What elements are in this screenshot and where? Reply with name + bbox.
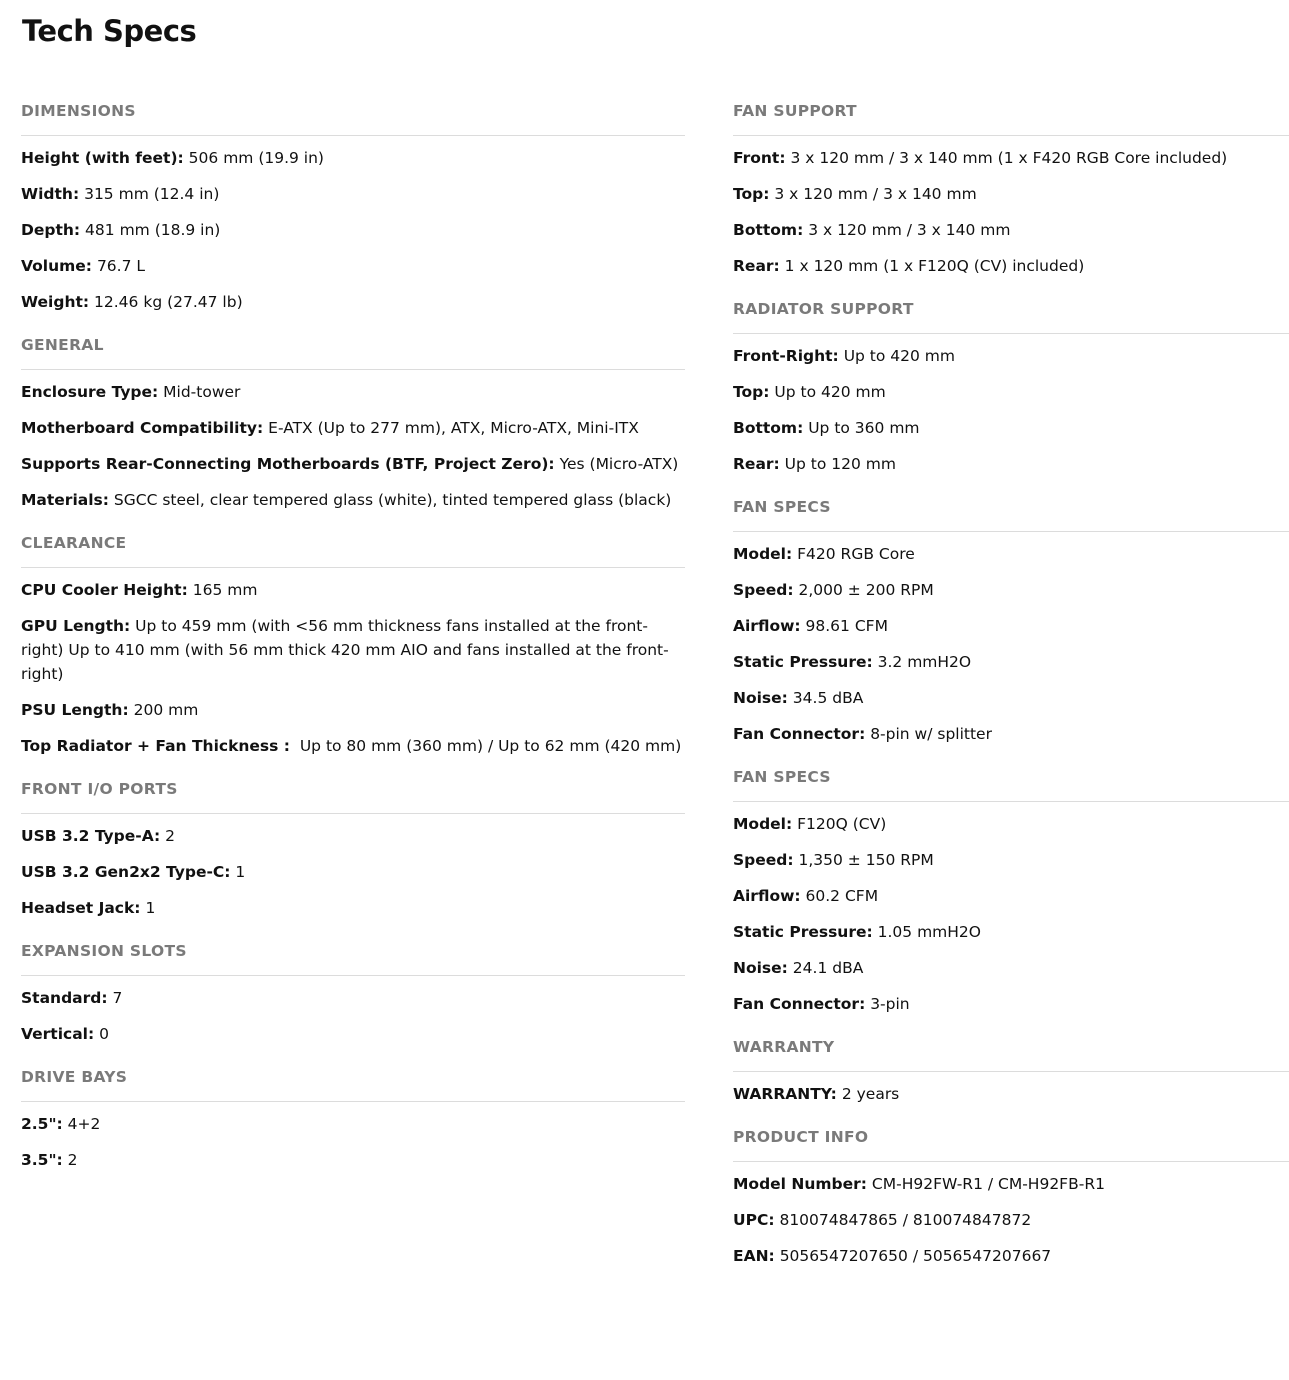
spec-label: Motherboard Compatibility:	[21, 419, 264, 437]
spec-row	[733, 146, 1289, 170]
section-heading: WARRANTY	[733, 1036, 1289, 1072]
spec-row	[21, 824, 685, 848]
spec-value: 2	[160, 827, 175, 845]
spec-label: Weight:	[21, 293, 90, 311]
spec-row	[21, 416, 685, 440]
spec-row	[733, 1172, 1289, 1196]
section-heading: PRODUCT INFO	[733, 1126, 1289, 1162]
spec-label: USB 3.2 Type-A:	[21, 827, 161, 845]
spec-value: 3 x 120 mm / 3 x 140 mm (1 x F420 RGB Core included)	[785, 149, 1228, 167]
spec-label: Model:	[733, 815, 793, 833]
spec-label: Top:	[733, 185, 770, 203]
spec-section-front-i-o-ports	[21, 778, 685, 920]
spec-row	[21, 734, 685, 758]
spec-value: 810074847865 / 810074847872	[774, 1211, 1032, 1229]
section-heading: FRONT I/O PORTS	[21, 778, 685, 814]
specs-column-right	[733, 100, 1289, 1288]
spec-value: Up to 459 mm (with <56 mm thickness fans installed at the front-right) Up to 410 mm (with 56 mm thick 420 mm AIO and fans installed at the front-right)	[21, 617, 669, 683]
spec-label: Bottom:	[733, 221, 804, 239]
spec-row	[21, 146, 685, 170]
spec-row	[733, 812, 1289, 836]
spec-row	[21, 860, 685, 884]
spec-row	[21, 182, 685, 206]
spec-row	[21, 290, 685, 314]
spec-row	[733, 1082, 1289, 1106]
spec-label: Depth:	[21, 221, 81, 239]
spec-label: Standard:	[21, 989, 108, 1007]
section-heading: RADIATOR SUPPORT	[733, 298, 1289, 334]
spec-row	[733, 1208, 1289, 1232]
spec-row	[733, 344, 1289, 368]
section-heading: DRIVE BAYS	[21, 1066, 685, 1102]
specs-column-left	[21, 100, 685, 1192]
spec-row	[21, 1148, 685, 1172]
spec-value: 1	[140, 899, 156, 917]
spec-row	[733, 182, 1289, 206]
spec-value: 3 x 120 mm / 3 x 140 mm	[803, 221, 1011, 239]
spec-row	[733, 686, 1289, 710]
spec-row	[21, 452, 685, 476]
spec-section-fan-support	[733, 100, 1289, 278]
spec-label: Rear:	[733, 455, 780, 473]
spec-value: E-ATX (Up to 277 mm), ATX, Micro-ATX, Mini-ITX	[263, 419, 639, 437]
spec-section-warranty	[733, 1036, 1289, 1106]
spec-value: 1,350 ± 150 RPM	[793, 851, 934, 869]
spec-label: GPU Length:	[21, 617, 131, 635]
spec-row	[733, 578, 1289, 602]
spec-row	[733, 416, 1289, 440]
spec-value: 506 mm (19.9 in)	[183, 149, 324, 167]
spec-value: Mid-tower	[158, 383, 241, 401]
spec-label: Front-Right:	[733, 347, 839, 365]
spec-label: Top Radiator + Fan Thickness :	[21, 737, 290, 755]
spec-section-dimensions	[21, 100, 685, 314]
spec-row	[733, 452, 1289, 476]
spec-section-expansion-slots	[21, 940, 685, 1046]
spec-row	[733, 884, 1289, 908]
spec-row	[733, 1244, 1289, 1268]
spec-value: 1.05 mmH2O	[872, 923, 981, 941]
spec-value: Up to 360 mm	[803, 419, 920, 437]
spec-value: 98.61 CFM	[800, 617, 888, 635]
spec-label: Model:	[733, 545, 793, 563]
spec-section-general	[21, 334, 685, 512]
spec-label: WARRANTY:	[733, 1085, 837, 1103]
spec-value: 2,000 ± 200 RPM	[793, 581, 934, 599]
spec-row	[21, 896, 685, 920]
spec-value: Up to 80 mm (360 mm) / Up to 62 mm (420 mm)	[289, 737, 682, 755]
spec-section-drive-bays	[21, 1066, 685, 1172]
spec-value: 5056547207650 / 5056547207667	[774, 1247, 1052, 1265]
spec-label: Fan Connector:	[733, 725, 866, 743]
spec-row	[21, 698, 685, 722]
spec-value: 24.1 dBA	[787, 959, 864, 977]
spec-value: 34.5 dBA	[787, 689, 864, 707]
spec-row	[21, 578, 685, 602]
spec-label: Headset Jack:	[21, 899, 141, 917]
section-heading: CLEARANCE	[21, 532, 685, 568]
spec-section-product-info	[733, 1126, 1289, 1268]
spec-row	[733, 848, 1289, 872]
spec-label: Noise:	[733, 959, 788, 977]
spec-value: Yes (Micro-ATX)	[554, 455, 679, 473]
spec-value: Up to 120 mm	[779, 455, 896, 473]
spec-value: 1 x 120 mm (1 x F120Q (CV) included)	[779, 257, 1085, 275]
spec-label: Static Pressure:	[733, 653, 873, 671]
spec-value: 200 mm	[128, 701, 199, 719]
spec-value: 60.2 CFM	[800, 887, 879, 905]
spec-value: 481 mm (18.9 in)	[80, 221, 221, 239]
spec-value: 4+2	[62, 1115, 101, 1133]
spec-value: 3 x 120 mm / 3 x 140 mm	[769, 185, 977, 203]
spec-section-radiator-support	[733, 298, 1289, 476]
spec-label: Airflow:	[733, 887, 801, 905]
spec-label: Speed:	[733, 851, 794, 869]
section-heading: FAN SPECS	[733, 766, 1289, 802]
spec-label: Static Pressure:	[733, 923, 873, 941]
spec-label: Noise:	[733, 689, 788, 707]
spec-label: USB 3.2 Gen2x2 Type-C:	[21, 863, 231, 881]
spec-value: Up to 420 mm	[838, 347, 956, 365]
spec-row	[733, 650, 1289, 674]
spec-label: Supports Rear-Connecting Motherboards (BTF, Project Zero):	[21, 455, 555, 473]
spec-row	[733, 380, 1289, 404]
spec-label: Front:	[733, 149, 786, 167]
spec-row	[733, 218, 1289, 242]
spec-value: CM-H92FW-R1 / CM-H92FB-R1	[867, 1175, 1105, 1193]
spec-value: Up to 420 mm	[769, 383, 886, 401]
section-heading: FAN SPECS	[733, 496, 1289, 532]
spec-label: Height (with feet):	[21, 149, 184, 167]
spec-value: 165 mm	[187, 581, 258, 599]
spec-row	[733, 956, 1289, 980]
spec-value: 315 mm (12.4 in)	[79, 185, 220, 203]
spec-label: Airflow:	[733, 617, 801, 635]
spec-row	[21, 218, 685, 242]
spec-value: 12.46 kg (27.47 lb)	[89, 293, 243, 311]
spec-row	[21, 986, 685, 1010]
spec-row	[733, 614, 1289, 638]
spec-label: Top:	[733, 383, 770, 401]
spec-value: SGCC steel, clear tempered glass (white), tinted tempered glass (black)	[108, 491, 672, 509]
spec-value: 76.7 L	[92, 257, 146, 275]
spec-value: 2 years	[836, 1085, 900, 1103]
spec-label: Enclosure Type:	[21, 383, 159, 401]
spec-row	[733, 254, 1289, 278]
spec-label: PSU Length:	[21, 701, 129, 719]
spec-row	[21, 380, 685, 404]
spec-section-clearance	[21, 532, 685, 758]
section-heading: EXPANSION SLOTS	[21, 940, 685, 976]
spec-row	[21, 1112, 685, 1136]
spec-row	[21, 1022, 685, 1046]
spec-label: 2.5":	[21, 1115, 63, 1133]
spec-label: Materials:	[21, 491, 109, 509]
spec-label: Bottom:	[733, 419, 804, 437]
spec-value: 3-pin	[865, 995, 910, 1013]
spec-label: Model Number:	[733, 1175, 867, 1193]
spec-value: 1	[230, 863, 246, 881]
spec-value: 2	[62, 1151, 78, 1169]
spec-label: Rear:	[733, 257, 780, 275]
spec-section-fan-specs	[733, 496, 1289, 746]
spec-section-fan-specs	[733, 766, 1289, 1016]
spec-label: 3.5":	[21, 1151, 63, 1169]
section-heading: FAN SUPPORT	[733, 100, 1289, 136]
spec-label: EAN:	[733, 1247, 775, 1265]
page-title: Tech Specs	[22, 14, 197, 48]
spec-value: 0	[94, 1025, 109, 1043]
spec-label: Width:	[21, 185, 80, 203]
spec-value: F120Q (CV)	[792, 815, 887, 833]
spec-row	[733, 722, 1289, 746]
spec-value: 8-pin w/ splitter	[865, 725, 992, 743]
spec-label: Volume:	[21, 257, 93, 275]
spec-row	[733, 542, 1289, 566]
spec-label: CPU Cooler Height:	[21, 581, 188, 599]
spec-row	[21, 254, 685, 278]
section-heading: DIMENSIONS	[21, 100, 685, 136]
section-heading: GENERAL	[21, 334, 685, 370]
spec-row	[21, 488, 685, 512]
spec-row	[733, 920, 1289, 944]
spec-label: UPC:	[733, 1211, 775, 1229]
spec-label: Vertical:	[21, 1025, 95, 1043]
spec-row	[733, 992, 1289, 1016]
spec-value: 7	[107, 989, 123, 1007]
spec-label: Fan Connector:	[733, 995, 866, 1013]
spec-row	[21, 614, 685, 686]
spec-value: F420 RGB Core	[792, 545, 915, 563]
spec-label: Speed:	[733, 581, 794, 599]
spec-value: 3.2 mmH2O	[872, 653, 972, 671]
